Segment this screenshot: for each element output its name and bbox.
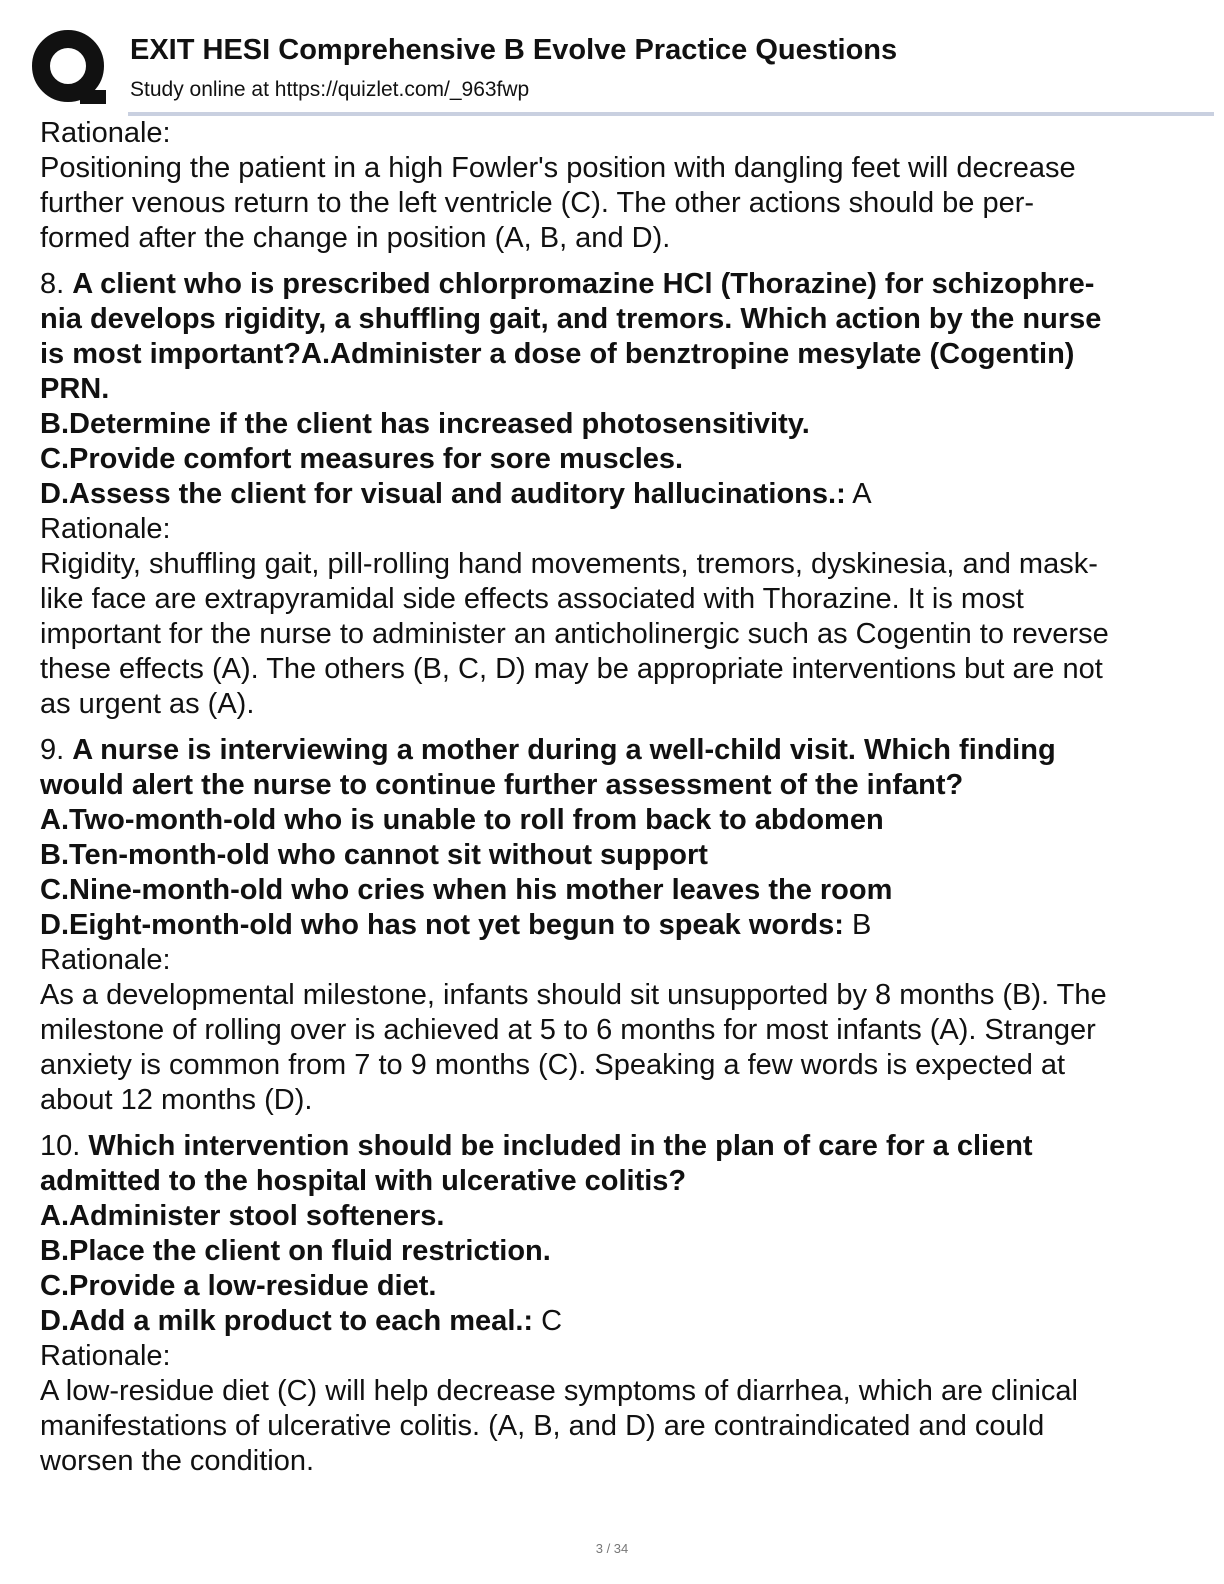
study-online-link[interactable]: Study online at https://quizlet.com/_963fwp (130, 78, 530, 101)
option-b: B.Ten-month-old who cannot sit without support (40, 839, 708, 871)
rationale-line: Rigidity, shuffling gait, pill-rolling hand movements, tremors, dyskinesia, and mask- (40, 548, 1098, 580)
rationale-line: formed after the change in position (A, B, and D). (40, 222, 671, 254)
rationale-line: important for the nurse to administer an anticholinergic such as Cogentin to reverse (40, 618, 1109, 650)
rationale-line: Positioning the patient in a high Fowler's position with dangling feet will decrease (40, 152, 1076, 184)
document-body (40, 116, 1208, 1479)
quizlet-q-logo-icon (30, 28, 110, 108)
option-d: D.Eight-month-old who has not yet begun to speak words: (40, 909, 844, 941)
option-c: C.Nine-month-old who cries when his mother leaves the room (40, 874, 893, 906)
rationale-line: these effects (A). The others (B, C, D) may be appropriate interventions but are not (40, 653, 1103, 685)
answer: B (852, 909, 872, 941)
question-text: A client who is prescribed chlorpromazine HCl (Thorazine) for schizophre- (72, 268, 1095, 300)
rationale-label: Rationale: (40, 1340, 171, 1372)
rationale-label: Rationale: (40, 944, 171, 976)
question-number: 8. (40, 268, 65, 300)
page-header (30, 28, 1184, 114)
question-line: would alert the nurse to continue further assessment of the infant? (40, 769, 964, 801)
question-number: 9. (40, 734, 65, 766)
option-d: D.Assess the client for visual and auditory hallucinations.: (40, 478, 846, 510)
answer: C (541, 1305, 563, 1337)
rationale-line: As a developmental milestone, infants should sit unsupported by 8 months (B). The (40, 979, 1107, 1011)
question-text: Which intervention should be included in the plan of care for a client (88, 1130, 1033, 1162)
rationale-label: Rationale: (40, 117, 171, 149)
rationale-line: worsen the condition. (40, 1445, 315, 1477)
option-d: D.Add a milk product to each meal.: (40, 1305, 534, 1337)
option-c: C.Provide comfort measures for sore muscles. (40, 443, 684, 475)
option-a: A.Administer stool softeners. (40, 1200, 445, 1232)
page-number: 3 / 34 (595, 1541, 629, 1556)
question-8 (40, 267, 1208, 722)
rationale-line: A low-residue diet (C) will help decrease symptoms of diarrhea, which are clinical (40, 1375, 1078, 1407)
rationale-line: like face are extrapyramidal side effects associated with Thorazine. It is most (40, 583, 1024, 615)
option-d-line (40, 477, 1208, 512)
rationale-line: milestone of rolling over is achieved at 5 to 6 months for most infants (A). Stranger (40, 1014, 1096, 1046)
question-line (40, 1129, 1208, 1164)
question-10 (40, 1129, 1208, 1479)
answer: A (852, 478, 872, 510)
rationale-line: manifestations of ulcerative colitis. (A, B, and D) are contraindicated and could (40, 1410, 1045, 1442)
rationale-line: anxiety is common from 7 to 9 months (C). Speaking a few words is expected at (40, 1049, 1066, 1081)
rationale-line: about 12 months (D). (40, 1084, 313, 1116)
option-d-line (40, 908, 1208, 943)
question-line: PRN. (40, 373, 110, 405)
question-9 (40, 733, 1208, 1118)
rationale-label: Rationale: (40, 513, 171, 545)
question-text: A nurse is interviewing a mother during a well-child visit. Which finding (72, 734, 1056, 766)
option-d-line (40, 1304, 1208, 1339)
option-c: C.Provide a low-residue diet. (40, 1270, 437, 1302)
option-b: B.Place the client on fluid restriction. (40, 1235, 551, 1267)
rationale-line: further venous return to the left ventricle (C). The other actions should be per- (40, 187, 1035, 219)
option-a: A.Two-month-old who is unable to roll from back to abdomen (40, 804, 884, 836)
question-number: 10. (40, 1130, 81, 1162)
continued-rationale (40, 116, 1208, 256)
question-line (40, 733, 1208, 768)
rationale-line: as urgent as (A). (40, 688, 255, 720)
question-line: nia develops rigidity, a shuffling gait, and tremors. Which action by the nurse (40, 303, 1102, 335)
question-line: admitted to the hospital with ulcerative colitis? (40, 1165, 687, 1197)
question-line: is most important?A.Administer a dose of benztropine mesylate (Cogentin) (40, 338, 1075, 370)
option-b: B.Determine if the client has increased photosensitivity. (40, 408, 810, 440)
question-line (40, 267, 1208, 302)
document-title: EXIT HESI Comprehensive B Evolve Practice Questions (130, 34, 898, 66)
